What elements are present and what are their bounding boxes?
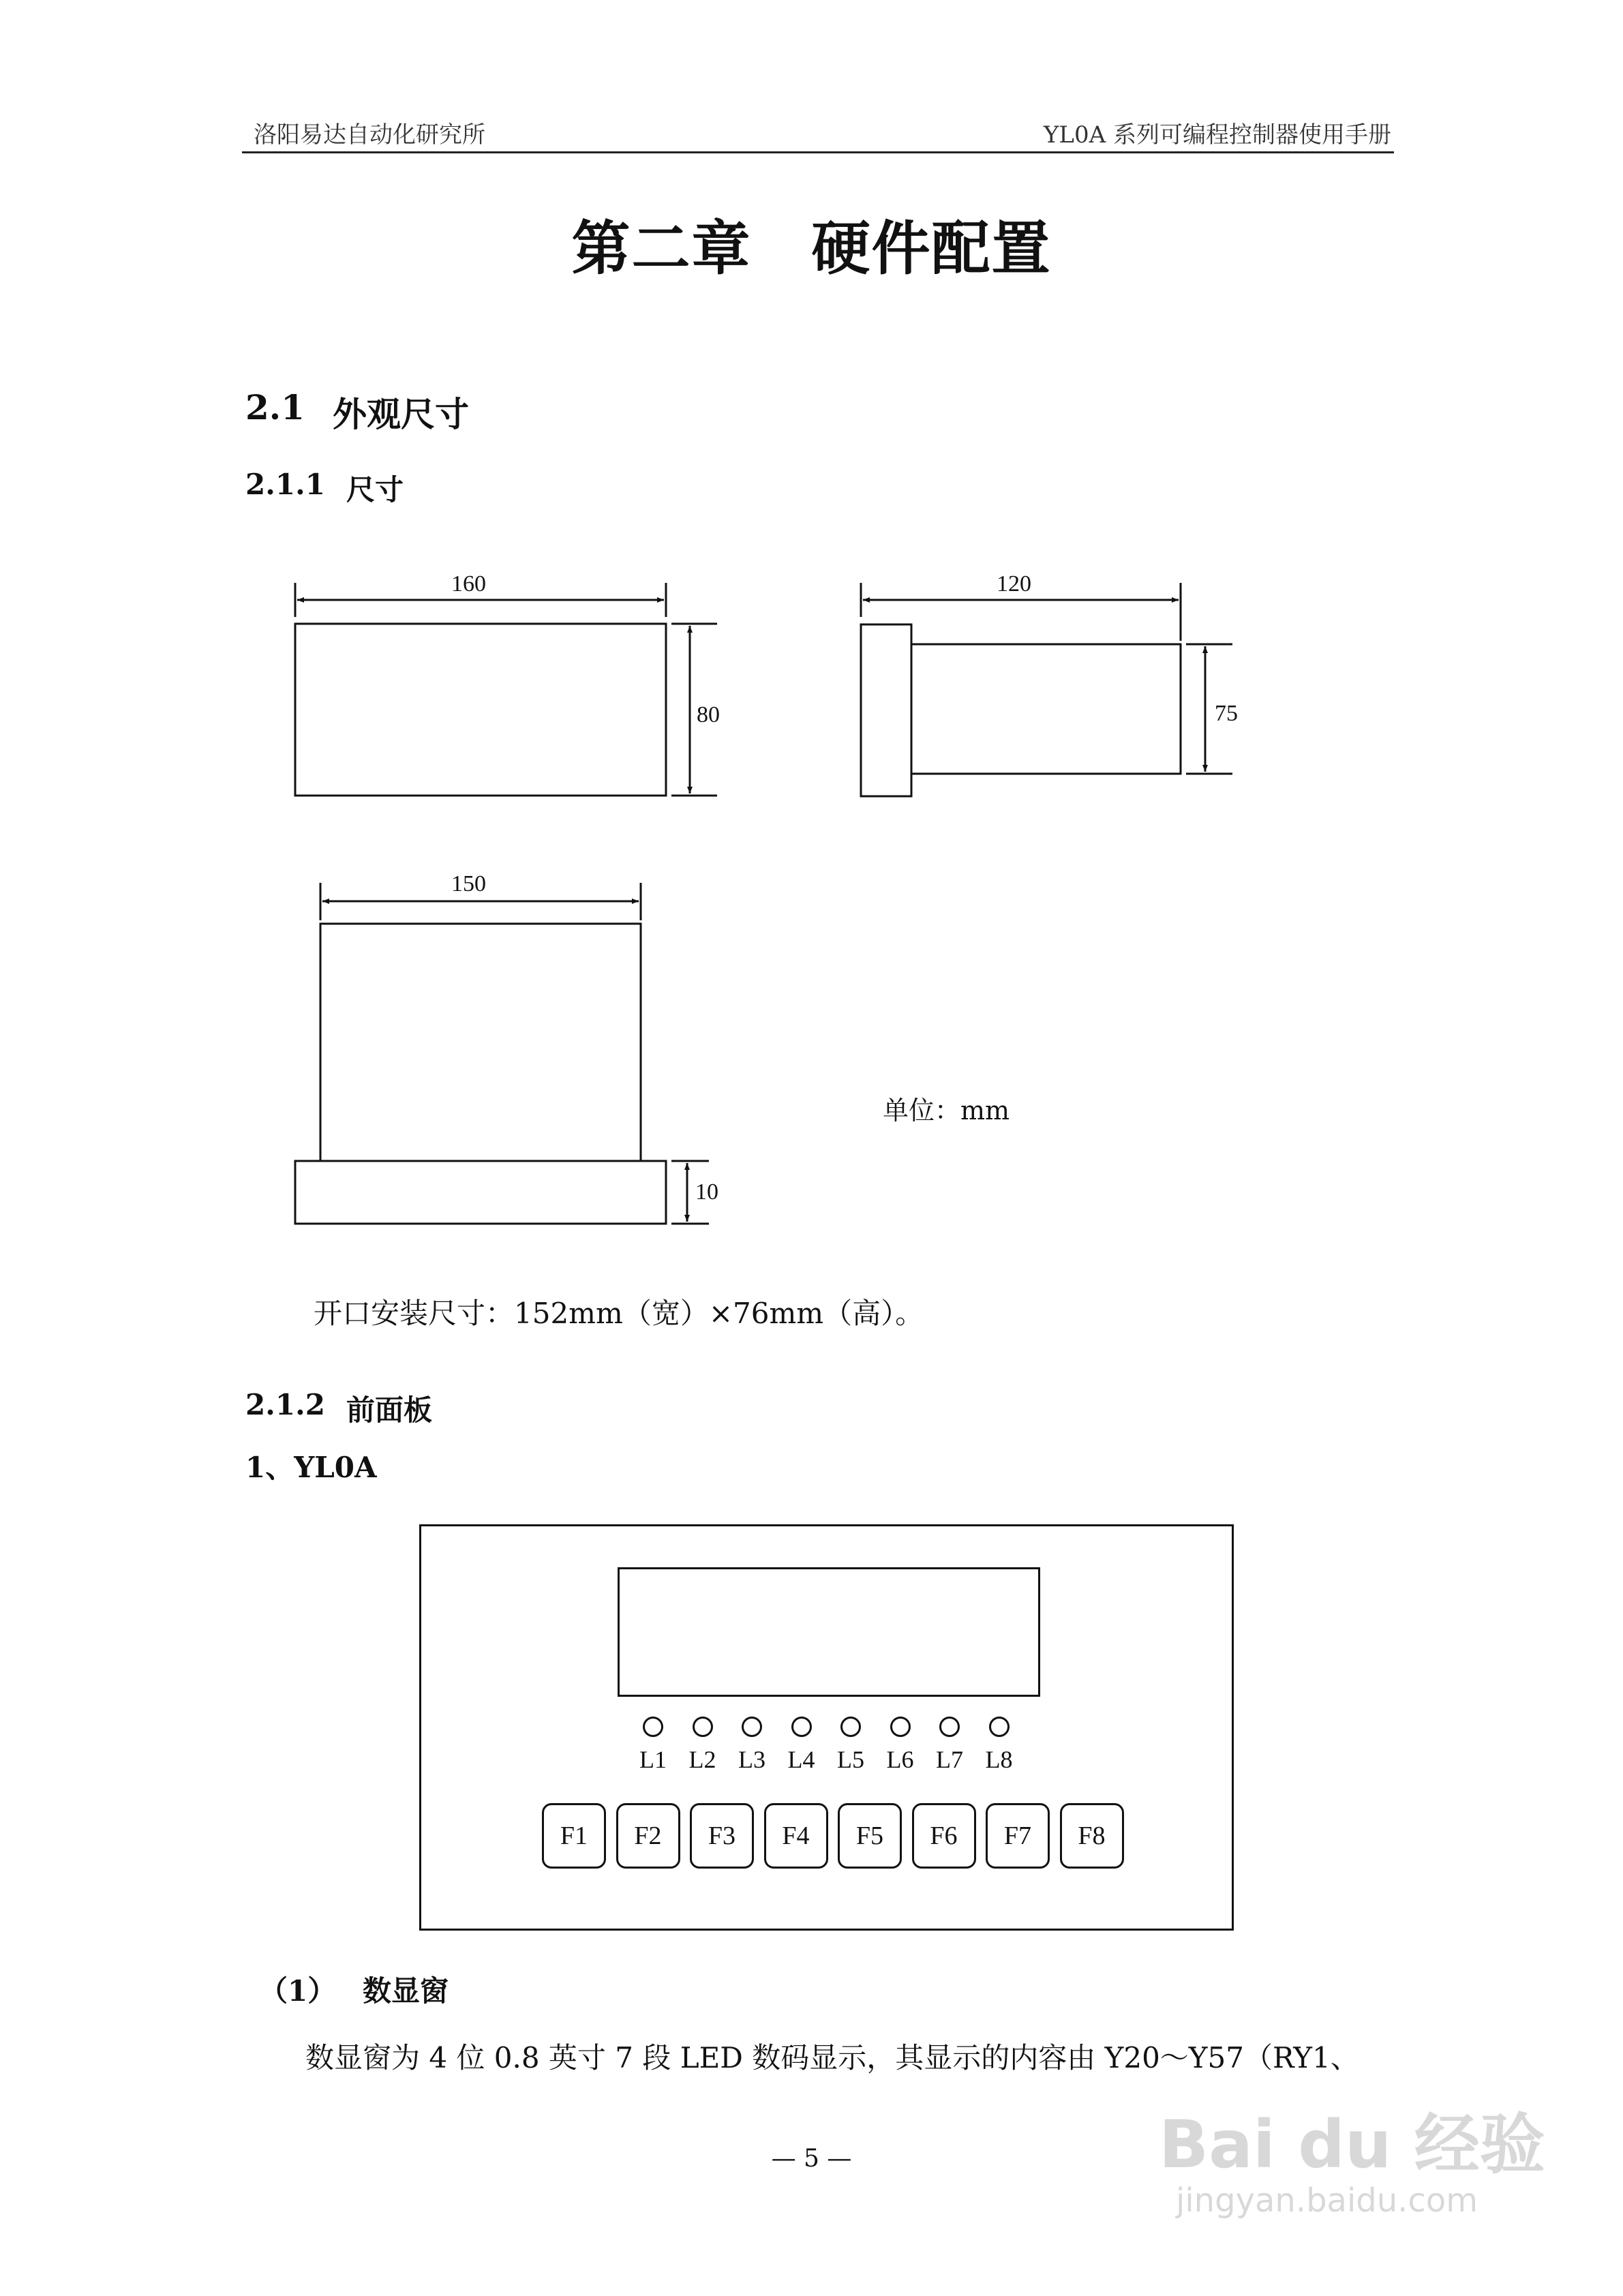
bottom-flange-label: 10 [695, 1179, 718, 1205]
led-label: L1 [639, 1746, 667, 1773]
led-indicator [693, 1717, 713, 1737]
page-number: — 5 — [771, 2145, 852, 2173]
section-2-1-1-title: 尺寸 [346, 473, 404, 507]
side-view-body [911, 644, 1181, 774]
bottom-width-label: 150 [451, 871, 486, 896]
function-key-f7[interactable]: F7 [986, 1803, 1050, 1869]
bottom-view-body [320, 924, 641, 1161]
led-indicator [791, 1717, 812, 1737]
side-depth-label: 120 [997, 571, 1031, 596]
model-heading: 1、YL0A [245, 1451, 377, 1484]
item-1-number: （1） [259, 1974, 337, 2008]
led-label: L2 [688, 1746, 716, 1773]
function-key-f5[interactable]: F5 [838, 1803, 902, 1869]
front-width-label: 160 [451, 571, 486, 596]
header-left: 洛阳易达自动化研究所 [254, 121, 485, 149]
led-display-window [618, 1567, 1040, 1697]
front-height-label: 80 [697, 702, 720, 727]
led-label: L7 [936, 1746, 963, 1773]
section-2-1-2-title: 前面板 [346, 1393, 433, 1427]
function-key-f1[interactable]: F1 [542, 1803, 606, 1869]
function-key-f2[interactable]: F2 [616, 1803, 680, 1869]
section-2-1-number: 2.1 [245, 387, 305, 427]
led-indicator [742, 1717, 762, 1737]
led-label: L4 [787, 1746, 815, 1773]
item-1-title: 数显窗 [363, 1974, 449, 2008]
header-right: YL0A 系列可编程控制器使用手册 [1043, 121, 1391, 149]
unit-note: 单位：mm [883, 1096, 1010, 1126]
side-view-bezel [861, 624, 911, 796]
led-indicator [989, 1717, 1010, 1737]
side-height-label: 75 [1215, 701, 1238, 726]
section-2-1-1-number: 2.1.1 [245, 468, 325, 501]
bottom-view-flange [295, 1161, 666, 1224]
chapter-title: 第二章 硬件配置 [571, 214, 1052, 283]
function-key-f8[interactable]: F8 [1060, 1803, 1124, 1869]
watermark-logo: Bai du 经验 [1159, 2106, 1545, 2183]
front-view-outline [295, 624, 666, 796]
function-key-f4[interactable]: F4 [764, 1803, 828, 1869]
function-key-f6[interactable]: F6 [912, 1803, 976, 1869]
section-2-1-title: 外观尺寸 [333, 394, 469, 434]
section-2-1-2-number: 2.1.2 [245, 1388, 325, 1421]
led-indicator [840, 1717, 861, 1737]
led-label: L6 [886, 1746, 914, 1773]
led-label: L8 [985, 1746, 1013, 1773]
led-label: L5 [837, 1746, 864, 1773]
led-indicator [939, 1717, 960, 1737]
led-indicator [890, 1717, 911, 1737]
led-label: L3 [738, 1746, 765, 1773]
watermark-url: jingyan.baidu.com [1176, 2181, 1478, 2220]
cutout-size-text: 开口安装尺寸：152mm（宽）×76mm（高）。 [314, 1297, 924, 1330]
led-indicator [643, 1717, 663, 1737]
body-text-line: 数显窗为 4 位 0.8 英寸 7 段 LED 数码显示，其显示的内容由 Y20～Y57（RY1、 [305, 2041, 1359, 2074]
function-key-f3[interactable]: F3 [690, 1803, 754, 1869]
front-panel [419, 1524, 1234, 1931]
